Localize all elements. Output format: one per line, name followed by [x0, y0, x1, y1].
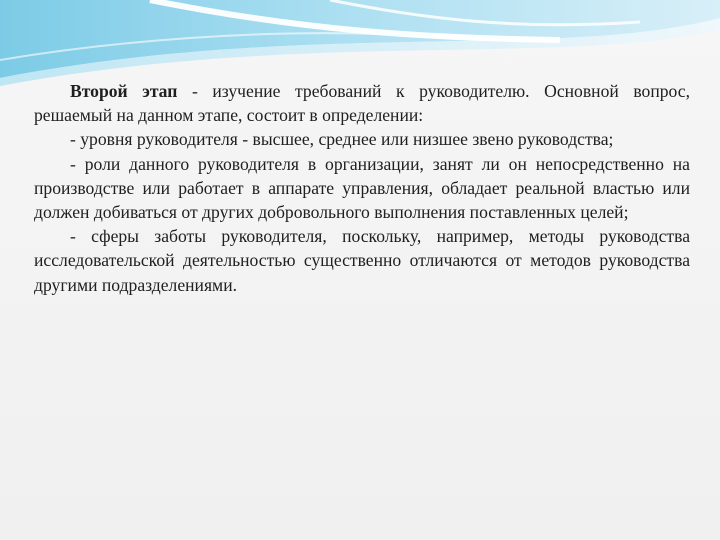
list-item: - уровня руководителя - высшее, среднее или низшее звено руководства;: [70, 129, 614, 150]
lead-term: Второй этап: [70, 81, 178, 101]
header-wave-decoration: [0, 0, 720, 90]
list-item: - роли данного руководителя в организации, занят ли он непосредственно на производстве или работает в аппарате управления, обладает реальной властью или должен добиваться от других добровольного выполнения поставленных целей;: [34, 153, 690, 223]
intro-paragraph: [34, 79, 690, 127]
list-item: - сферы заботы руководителя, поскольку, например, методы руководства исследовательской деятельностью существенно отличаются от методов руководства другими подразделениями.: [34, 226, 690, 295]
body-text: [34, 79, 690, 297]
intro-text: - изучение требований к руководителю. Основной вопрос, решаемый на данном этапе, состоит в определении:: [34, 81, 690, 126]
